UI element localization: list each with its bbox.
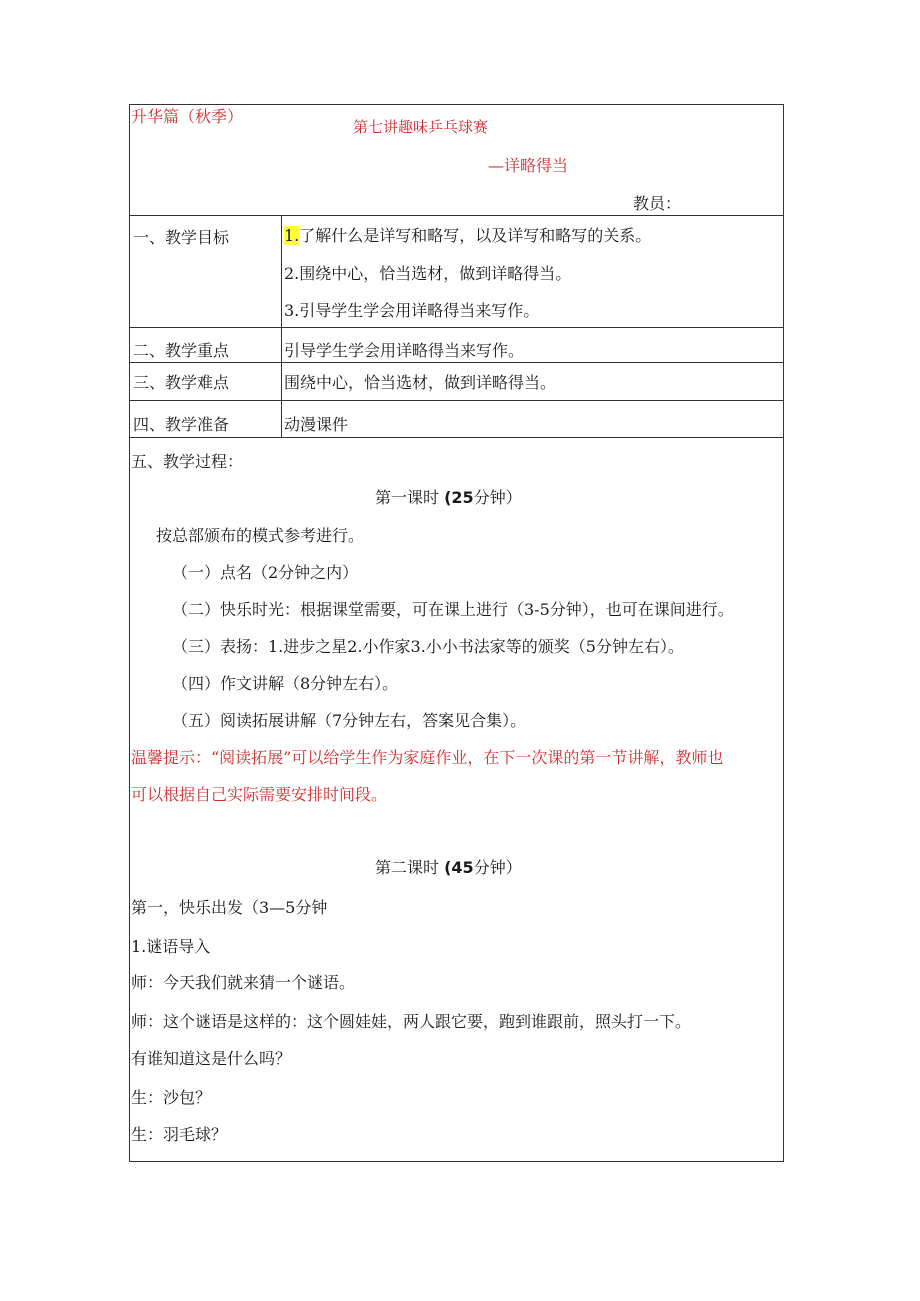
dialogue-line: 师：今天我们就来猜一个谜语。 bbox=[131, 973, 356, 992]
process-step-2: （二）快乐时光：根据课堂需要，可在课上进行（3-5分钟），也可在课间进行。 bbox=[172, 600, 734, 619]
dialogue-line: 生：沙包？ bbox=[131, 1088, 212, 1107]
row-divider bbox=[129, 400, 784, 401]
goals-label: 一、教学目标 bbox=[133, 228, 230, 247]
preparation-value: 动漫课件 bbox=[284, 415, 349, 434]
lesson-subtitle: —详略得当 bbox=[488, 156, 569, 175]
process-step-5: （五）阅读拓展讲解（7分钟左右，答案见合集）。 bbox=[172, 711, 527, 730]
dialogue-line: 师：这个谜语是这样的：这个圆娃娃，两人跟它要，跑到谁跟前，照头打一下。 bbox=[131, 1012, 692, 1031]
lesson-title: 第七讲趣味乒乓球赛 bbox=[353, 118, 489, 136]
series-label: 升华篇（秋季） bbox=[131, 107, 244, 126]
column-divider bbox=[281, 215, 282, 437]
process-intro: 按总部颁布的模式参考进行。 bbox=[156, 526, 365, 545]
riddle-title: 1.谜语导入 bbox=[131, 937, 211, 956]
row-divider bbox=[129, 215, 784, 216]
goal-item-3: 3.引导学生学会用详略得当来写作。 bbox=[284, 301, 540, 320]
dialogue-line: 有谁知道这是什么吗？ bbox=[131, 1049, 292, 1068]
row-divider bbox=[129, 362, 784, 363]
period-1-title: 第一课时 (25分钟） bbox=[375, 488, 522, 507]
row-divider bbox=[129, 437, 784, 438]
key-point-value: 引导学生学会用详略得当来写作。 bbox=[284, 341, 525, 360]
goal-item-2: 2.围绕中心，恰当选材，做到详略得当。 bbox=[284, 264, 572, 283]
tip-line-2: 可以根据自己实际需要安排时间段。 bbox=[131, 785, 388, 804]
goal-item-1 bbox=[284, 226, 651, 246]
row-divider bbox=[129, 327, 784, 328]
process-step-1: （一）点名（2分钟之内） bbox=[172, 563, 359, 582]
tip-line-1: 温馨提示：“阅读拓展”可以给学生作为家庭作业，在下一次课的第一节讲解，教师也 bbox=[131, 748, 724, 767]
dialogue-line: 生：羽毛球？ bbox=[131, 1125, 228, 1144]
difficulty-label: 三、教学难点 bbox=[133, 373, 230, 392]
preparation-label: 四、教学准备 bbox=[133, 415, 230, 434]
difficulty-value: 围绕中心，恰当选材，做到详略得当。 bbox=[284, 373, 557, 392]
process-step-4: （四）作文讲解（8分钟左右）。 bbox=[172, 674, 399, 693]
lesson-plan-table bbox=[129, 104, 784, 1162]
key-point-label: 二、教学重点 bbox=[133, 341, 230, 360]
process-label: 五、教学过程： bbox=[131, 452, 244, 471]
goal-item-1-number: 1. bbox=[284, 226, 300, 245]
teacher-label: 教员： bbox=[633, 194, 682, 213]
part-1-title: 第一，快乐出发（3—5分钟 bbox=[131, 898, 328, 917]
period-2-title: 第二课时 (45分钟） bbox=[375, 858, 522, 877]
process-step-3: （三）表扬：1.进步之星2.小作家3.小小书法家等的颁奖（5分钟左右）。 bbox=[172, 637, 684, 656]
goal-item-1-text: 了解什么是详写和略写，以及详写和略写的关系。 bbox=[299, 226, 652, 245]
